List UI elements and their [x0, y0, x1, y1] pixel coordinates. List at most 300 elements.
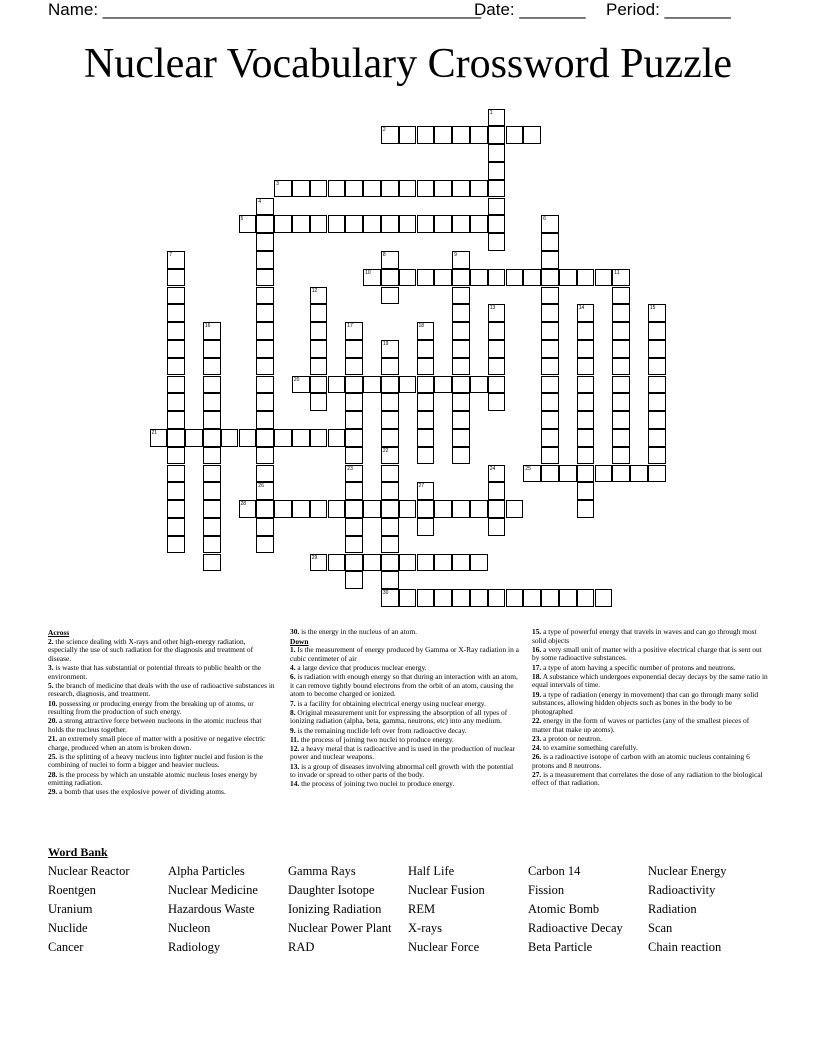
- crossword-cell[interactable]: [541, 411, 559, 429]
- crossword-cell[interactable]: [595, 589, 613, 607]
- crossword-cell[interactable]: [203, 411, 221, 429]
- crossword-cell[interactable]: [488, 358, 506, 376]
- crossword-cell[interactable]: [345, 180, 363, 198]
- crossword-cell[interactable]: [203, 322, 221, 340]
- crossword-cell[interactable]: [541, 269, 559, 287]
- crossword-cell[interactable]: [167, 411, 185, 429]
- crossword-cell[interactable]: [523, 269, 541, 287]
- crossword-cell[interactable]: [577, 393, 595, 411]
- crossword-cell[interactable]: [577, 465, 595, 483]
- crossword-cell[interactable]: [345, 500, 363, 518]
- crossword-cell[interactable]: [452, 411, 470, 429]
- clue-text: a large device that produces nuclear energy.: [295, 662, 427, 672]
- crossword-cell[interactable]: [541, 429, 559, 447]
- clue-text: a type of atom having a specific number of protons and neutrons.: [541, 662, 736, 672]
- crossword-cell[interactable]: [648, 411, 666, 429]
- crossword-cell[interactable]: [381, 215, 399, 233]
- crossword-cell[interactable]: [363, 215, 381, 233]
- crossword-cell[interactable]: [648, 322, 666, 340]
- crossword-cell[interactable]: [381, 465, 399, 483]
- clue-item: [290, 673, 520, 699]
- crossword-cell[interactable]: [417, 518, 435, 536]
- crossword-cell[interactable]: [488, 393, 506, 411]
- clue-number: 7.: [290, 698, 296, 708]
- crossword-cell[interactable]: [612, 269, 630, 287]
- crossword-cell[interactable]: [381, 447, 399, 465]
- crossword-cell[interactable]: [381, 251, 399, 269]
- crossword-cell[interactable]: [648, 393, 666, 411]
- crossword-cell[interactable]: [167, 500, 185, 518]
- crossword-cell[interactable]: [345, 554, 363, 572]
- crossword-cell[interactable]: [381, 126, 399, 144]
- crossword-cell[interactable]: [274, 180, 292, 198]
- crossword-cell[interactable]: [167, 482, 185, 500]
- crossword-cell[interactable]: [452, 126, 470, 144]
- crossword-cell[interactable]: [203, 465, 221, 483]
- crossword-cell[interactable]: [203, 500, 221, 518]
- date-field[interactable]: Date: _______: [474, 0, 586, 19]
- crossword-cell[interactable]: [345, 376, 363, 394]
- crossword-cell[interactable]: [256, 233, 274, 251]
- crossword-cell[interactable]: [292, 180, 310, 198]
- crossword-cell[interactable]: [256, 251, 274, 269]
- crossword-cell[interactable]: [363, 376, 381, 394]
- word-bank-item: Atomic Bomb: [528, 902, 600, 916]
- crossword-cell[interactable]: [470, 376, 488, 394]
- crossword-cell[interactable]: [345, 482, 363, 500]
- crossword-cell[interactable]: [167, 536, 185, 554]
- crossword-cell[interactable]: [595, 269, 613, 287]
- crossword-cell[interactable]: [417, 215, 435, 233]
- crossword-cell[interactable]: [506, 589, 524, 607]
- crossword-cell[interactable]: [203, 340, 221, 358]
- crossword-cell[interactable]: [381, 571, 399, 589]
- crossword-cell[interactable]: [541, 215, 559, 233]
- crossword-cell[interactable]: [345, 429, 363, 447]
- crossword-cell[interactable]: [417, 447, 435, 465]
- crossword-cell[interactable]: [399, 215, 417, 233]
- crossword-cell[interactable]: [434, 376, 452, 394]
- crossword-cell[interactable]: [310, 358, 328, 376]
- crossword-cell[interactable]: [417, 500, 435, 518]
- word-bank-item: Uranium: [48, 902, 93, 916]
- crossword-cell[interactable]: [612, 376, 630, 394]
- clue-item: [48, 682, 276, 699]
- crossword-cell[interactable]: [399, 589, 417, 607]
- crossword-cell[interactable]: [292, 500, 310, 518]
- crossword-cell[interactable]: [239, 215, 257, 233]
- word-bank-item: Hazardous Waste: [168, 902, 255, 916]
- crossword-cell[interactable]: [328, 500, 346, 518]
- crossword-cell[interactable]: [577, 500, 595, 518]
- crossword-cell[interactable]: [434, 554, 452, 572]
- crossword-cell[interactable]: [488, 269, 506, 287]
- crossword-cell[interactable]: [452, 589, 470, 607]
- clue-item: [532, 673, 768, 690]
- clue-number: 29.: [48, 787, 58, 797]
- clue-number: 11.: [290, 734, 299, 744]
- crossword-cell[interactable]: [417, 393, 435, 411]
- crossword-cell[interactable]: [612, 287, 630, 305]
- crossword-cell[interactable]: [203, 393, 221, 411]
- crossword-cell[interactable]: [648, 340, 666, 358]
- crossword-cell[interactable]: [328, 429, 346, 447]
- crossword-cell[interactable]: [488, 589, 506, 607]
- crossword-cell[interactable]: [559, 269, 577, 287]
- crossword-cell[interactable]: [292, 376, 310, 394]
- crossword-cell[interactable]: [488, 215, 506, 233]
- crossword-cell[interactable]: [417, 358, 435, 376]
- crossword-cell[interactable]: [256, 269, 274, 287]
- crossword-cell[interactable]: [577, 304, 595, 322]
- crossword-cell[interactable]: [256, 518, 274, 536]
- period-field[interactable]: Period: _______: [606, 0, 731, 19]
- clue-text: is the energy in the nucleus of an atom.: [299, 627, 417, 636]
- crossword-cell[interactable]: [256, 393, 274, 411]
- crossword-cell[interactable]: [434, 180, 452, 198]
- crossword-cell[interactable]: [577, 340, 595, 358]
- crossword-cell[interactable]: [577, 411, 595, 429]
- crossword-cell[interactable]: [256, 287, 274, 305]
- crossword-cell[interactable]: [381, 358, 399, 376]
- crossword-cell[interactable]: [256, 304, 274, 322]
- crossword-cell[interactable]: [310, 500, 328, 518]
- crossword-cell[interactable]: [167, 269, 185, 287]
- crossword-cell[interactable]: [256, 482, 274, 500]
- crossword-cell[interactable]: [488, 465, 506, 483]
- crossword-cell[interactable]: [577, 322, 595, 340]
- crossword-cell[interactable]: [452, 376, 470, 394]
- crossword-cell[interactable]: [185, 429, 203, 447]
- crossword-cell[interactable]: [256, 447, 274, 465]
- crossword-cell[interactable]: [470, 126, 488, 144]
- crossword-cell[interactable]: [381, 429, 399, 447]
- crossword-cell[interactable]: [452, 287, 470, 305]
- crossword-cell[interactable]: [434, 126, 452, 144]
- crossword-cell[interactable]: [541, 322, 559, 340]
- crossword-cell[interactable]: [363, 554, 381, 572]
- crossword-cell[interactable]: [256, 536, 274, 554]
- crossword-cell[interactable]: [345, 536, 363, 554]
- crossword-cell[interactable]: [577, 589, 595, 607]
- crossword-cell[interactable]: [256, 198, 274, 216]
- crossword-cell[interactable]: [310, 215, 328, 233]
- crossword-cell[interactable]: [434, 500, 452, 518]
- crossword-cell[interactable]: [381, 411, 399, 429]
- crossword-cell[interactable]: [488, 198, 506, 216]
- crossword-cell[interactable]: [452, 251, 470, 269]
- crossword-cell[interactable]: [381, 482, 399, 500]
- crossword-cell[interactable]: [399, 269, 417, 287]
- crossword-cell[interactable]: [470, 215, 488, 233]
- crossword-cell[interactable]: [381, 554, 399, 572]
- crossword-cell[interactable]: [488, 233, 506, 251]
- crossword-cell[interactable]: [167, 251, 185, 269]
- crossword-cell[interactable]: [612, 304, 630, 322]
- crossword-cell[interactable]: [345, 215, 363, 233]
- crossword-cell[interactable]: [399, 180, 417, 198]
- crossword-cell[interactable]: [470, 269, 488, 287]
- crossword-cell[interactable]: [150, 429, 168, 447]
- crossword-cell[interactable]: [541, 287, 559, 305]
- crossword-cell[interactable]: [203, 447, 221, 465]
- crossword-cell[interactable]: [612, 358, 630, 376]
- crossword-cell[interactable]: [452, 554, 470, 572]
- crossword-cell[interactable]: [167, 358, 185, 376]
- crossword-cell[interactable]: [648, 447, 666, 465]
- crossword-cell[interactable]: [417, 429, 435, 447]
- crossword-cell[interactable]: [648, 358, 666, 376]
- crossword-cell[interactable]: [417, 554, 435, 572]
- crossword-cell[interactable]: [506, 269, 524, 287]
- clue-text: is the splitting of a heavy nucleus into lighter nuclei and fusion is the combining of nuclei to form a bigger and heavier nucleus.: [48, 751, 263, 770]
- crossword-cell[interactable]: [612, 447, 630, 465]
- crossword-cell[interactable]: [523, 589, 541, 607]
- crossword-cell[interactable]: [612, 465, 630, 483]
- name-field[interactable]: Name: ________________________________________: [48, 0, 481, 19]
- crossword-cell[interactable]: [381, 536, 399, 554]
- crossword-cell[interactable]: [577, 358, 595, 376]
- crossword-cell[interactable]: [310, 429, 328, 447]
- crossword-cell[interactable]: [488, 126, 506, 144]
- crossword-cell[interactable]: [345, 518, 363, 536]
- crossword-cell[interactable]: [648, 465, 666, 483]
- crossword-cell[interactable]: [452, 322, 470, 340]
- crossword-cell[interactable]: [452, 304, 470, 322]
- crossword-cell[interactable]: [381, 518, 399, 536]
- crossword-cell[interactable]: [328, 554, 346, 572]
- crossword-cell[interactable]: [417, 269, 435, 287]
- crossword-cell[interactable]: [345, 340, 363, 358]
- crossword-cell[interactable]: [167, 340, 185, 358]
- crossword-cell[interactable]: [577, 376, 595, 394]
- crossword-cell[interactable]: [417, 589, 435, 607]
- crossword-cell[interactable]: [310, 340, 328, 358]
- crossword-cell[interactable]: [417, 180, 435, 198]
- crossword-cell[interactable]: [167, 518, 185, 536]
- crossword-cell[interactable]: [167, 465, 185, 483]
- crossword-cell[interactable]: [577, 429, 595, 447]
- crossword-cell[interactable]: [292, 215, 310, 233]
- crossword-cell[interactable]: [506, 126, 524, 144]
- crossword-cell[interactable]: [203, 536, 221, 554]
- crossword-cell[interactable]: [381, 180, 399, 198]
- word-bank-item: Roentgen: [48, 883, 96, 897]
- crossword-cell[interactable]: [452, 215, 470, 233]
- crossword-cell[interactable]: [328, 180, 346, 198]
- crossword-cell[interactable]: [523, 465, 541, 483]
- crossword-cell[interactable]: [345, 393, 363, 411]
- crossword-cell[interactable]: [256, 215, 274, 233]
- crossword-cell[interactable]: [256, 340, 274, 358]
- crossword-cell[interactable]: [612, 411, 630, 429]
- crossword-cell[interactable]: [310, 393, 328, 411]
- crossword-cell[interactable]: [470, 500, 488, 518]
- crossword-cell[interactable]: [488, 180, 506, 198]
- crossword-cell[interactable]: [399, 500, 417, 518]
- crossword-cell[interactable]: [577, 269, 595, 287]
- crossword-cell[interactable]: [506, 500, 524, 518]
- word-bank-item: Nuclear Energy: [648, 864, 727, 878]
- crossword-cell[interactable]: [417, 411, 435, 429]
- crossword-cell[interactable]: [417, 340, 435, 358]
- crossword-cell[interactable]: [417, 322, 435, 340]
- crossword-cell[interactable]: [381, 340, 399, 358]
- crossword-cell[interactable]: [612, 322, 630, 340]
- crossword-cell[interactable]: [203, 518, 221, 536]
- crossword-cell[interactable]: [470, 589, 488, 607]
- crossword-cell[interactable]: [488, 482, 506, 500]
- crossword-cell[interactable]: [559, 465, 577, 483]
- crossword-cell[interactable]: [310, 554, 328, 572]
- crossword-cell[interactable]: [363, 500, 381, 518]
- crossword-cell[interactable]: [167, 322, 185, 340]
- crossword-cell[interactable]: [452, 269, 470, 287]
- crossword-cell[interactable]: [488, 304, 506, 322]
- crossword-cell[interactable]: [363, 269, 381, 287]
- crossword-cell[interactable]: [256, 322, 274, 340]
- crossword-cell[interactable]: [452, 393, 470, 411]
- crossword-cell[interactable]: [488, 162, 506, 180]
- crossword-cell[interactable]: [381, 376, 399, 394]
- crossword-cell[interactable]: [452, 429, 470, 447]
- crossword-cell[interactable]: [167, 447, 185, 465]
- crossword-cell[interactable]: [345, 322, 363, 340]
- crossword-cell[interactable]: [363, 180, 381, 198]
- crossword-cell[interactable]: [399, 376, 417, 394]
- crossword-cell[interactable]: [541, 358, 559, 376]
- crossword-cell[interactable]: [256, 376, 274, 394]
- crossword-cell[interactable]: [541, 393, 559, 411]
- crossword-cell[interactable]: [399, 554, 417, 572]
- crossword-cell[interactable]: [488, 322, 506, 340]
- crossword-cell[interactable]: [256, 358, 274, 376]
- crossword-cell[interactable]: [203, 482, 221, 500]
- crossword-cell[interactable]: [328, 215, 346, 233]
- crossword-cell[interactable]: [488, 518, 506, 536]
- clue-number-label: 12: [311, 287, 318, 294]
- crossword-cell[interactable]: [274, 215, 292, 233]
- crossword-cell[interactable]: [648, 376, 666, 394]
- crossword-cell[interactable]: [381, 269, 399, 287]
- crossword-cell[interactable]: [274, 500, 292, 518]
- crossword-cell[interactable]: [577, 447, 595, 465]
- crossword-cell[interactable]: [612, 393, 630, 411]
- crossword-cell[interactable]: [345, 447, 363, 465]
- crossword-cell[interactable]: [541, 251, 559, 269]
- crossword-cell[interactable]: [167, 393, 185, 411]
- crossword-cell[interactable]: [488, 376, 506, 394]
- crossword-cell[interactable]: [256, 465, 274, 483]
- crossword-cell[interactable]: [417, 482, 435, 500]
- crossword-cell[interactable]: [345, 411, 363, 429]
- crossword-cell[interactable]: [434, 589, 452, 607]
- crossword-cell[interactable]: [488, 340, 506, 358]
- crossword-cell[interactable]: [612, 340, 630, 358]
- crossword-cell[interactable]: [541, 376, 559, 394]
- crossword-cell[interactable]: [310, 322, 328, 340]
- crossword-cell[interactable]: [399, 126, 417, 144]
- crossword-cell[interactable]: [648, 304, 666, 322]
- crossword-cell[interactable]: [523, 126, 541, 144]
- crossword-cell[interactable]: [345, 571, 363, 589]
- crossword-cell[interactable]: [203, 429, 221, 447]
- crossword-cell[interactable]: [221, 429, 239, 447]
- crossword-cell[interactable]: [470, 554, 488, 572]
- crossword-cell[interactable]: [345, 358, 363, 376]
- crossword-cell[interactable]: [417, 126, 435, 144]
- crossword-cell[interactable]: [541, 304, 559, 322]
- crossword-cell[interactable]: [470, 180, 488, 198]
- crossword-cell[interactable]: [630, 465, 648, 483]
- crossword-cell[interactable]: [452, 340, 470, 358]
- crossword-cell[interactable]: [256, 429, 274, 447]
- clue-number-label: 27: [418, 483, 425, 490]
- crossword-cell[interactable]: [381, 287, 399, 305]
- crossword-cell[interactable]: [167, 429, 185, 447]
- crossword-cell[interactable]: [452, 500, 470, 518]
- crossword-cell[interactable]: [541, 589, 559, 607]
- crossword-cell[interactable]: [167, 304, 185, 322]
- crossword-cell[interactable]: [452, 447, 470, 465]
- crossword-cell[interactable]: [203, 554, 221, 572]
- crossword-cell[interactable]: [310, 180, 328, 198]
- crossword-cell[interactable]: [577, 482, 595, 500]
- crossword-cell[interactable]: [648, 429, 666, 447]
- crossword-cell[interactable]: [417, 376, 435, 394]
- crossword-cell[interactable]: [203, 358, 221, 376]
- crossword-cell[interactable]: [310, 304, 328, 322]
- clue-number: 14.: [290, 779, 300, 789]
- crossword-cell[interactable]: [595, 465, 613, 483]
- crossword-cell[interactable]: [345, 465, 363, 483]
- clue-item: [290, 763, 520, 780]
- crossword-cell[interactable]: [203, 376, 221, 394]
- crossword-cell[interactable]: [488, 109, 506, 127]
- crossword-cell[interactable]: [381, 589, 399, 607]
- crossword-cell[interactable]: [274, 429, 292, 447]
- crossword-cell[interactable]: [256, 411, 274, 429]
- crossword-cell[interactable]: [256, 500, 274, 518]
- crossword-cell[interactable]: [452, 358, 470, 376]
- clue-number-label: 18: [418, 323, 425, 330]
- crossword-cell[interactable]: [167, 376, 185, 394]
- clue-number-label: 26: [258, 483, 264, 490]
- crossword-cell[interactable]: [541, 465, 559, 483]
- crossword-cell[interactable]: [381, 500, 399, 518]
- crossword-cell[interactable]: [167, 287, 185, 305]
- crossword-cell[interactable]: [381, 393, 399, 411]
- crossword-cell[interactable]: [541, 447, 559, 465]
- crossword-cell[interactable]: [310, 376, 328, 394]
- crossword-cell[interactable]: [488, 500, 506, 518]
- crossword-cell[interactable]: [452, 180, 470, 198]
- crossword-cell[interactable]: [559, 589, 577, 607]
- crossword-cell[interactable]: [541, 340, 559, 358]
- crossword-cell[interactable]: [310, 287, 328, 305]
- word-bank-item: Ionizing Radiation: [288, 902, 382, 916]
- crossword-cell[interactable]: [239, 500, 257, 518]
- clue-number: 22.: [532, 715, 542, 725]
- crossword-cell[interactable]: [434, 215, 452, 233]
- crossword-cell[interactable]: [239, 429, 257, 447]
- crossword-cell[interactable]: [434, 269, 452, 287]
- crossword-cell[interactable]: [328, 376, 346, 394]
- crossword-cell[interactable]: [292, 429, 310, 447]
- crossword-cell[interactable]: [541, 233, 559, 251]
- crossword-cell[interactable]: [488, 144, 506, 162]
- crossword-cell[interactable]: [612, 429, 630, 447]
